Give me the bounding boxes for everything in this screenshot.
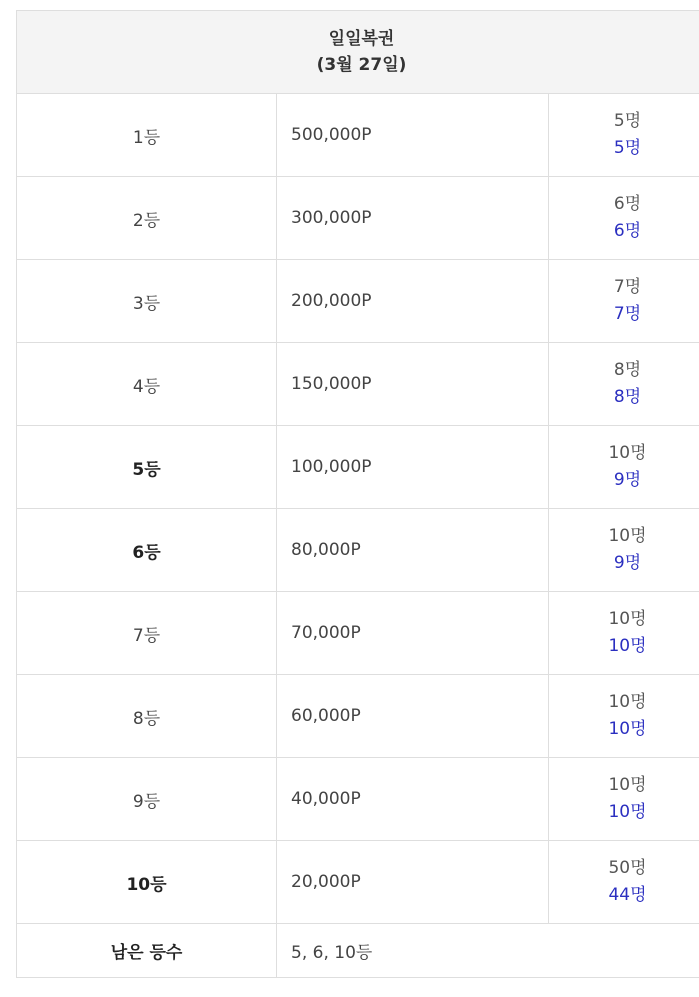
winner-counts <box>549 426 699 509</box>
prize-amount: 200,000P <box>277 260 549 343</box>
winner-counts <box>549 675 699 758</box>
summary-row <box>17 924 699 978</box>
total-winners: 10명 <box>608 526 647 546</box>
table-row <box>17 260 699 343</box>
remaining-winners: 44명 <box>608 885 647 905</box>
prize-amount: 300,000P <box>277 177 549 260</box>
prize-rank: 1등 <box>17 94 277 177</box>
winner-counts <box>549 592 699 675</box>
prize-amount: 500,000P <box>277 94 549 177</box>
table-row <box>17 675 699 758</box>
table-row <box>17 592 699 675</box>
total-winners: 10명 <box>608 775 647 795</box>
summary-label: 남은 등수 <box>17 924 277 978</box>
prize-rank: 6등 <box>17 509 277 592</box>
lottery-prize-table <box>16 10 699 978</box>
lottery-title: 일일복권 <box>328 29 395 49</box>
table-row <box>17 758 699 841</box>
prize-amount: 70,000P <box>277 592 549 675</box>
remaining-winners: 6명 <box>613 221 642 241</box>
remaining-winners: 10명 <box>608 719 647 739</box>
prize-amount: 100,000P <box>277 426 549 509</box>
table-row <box>17 343 699 426</box>
remaining-winners: 9명 <box>613 470 642 490</box>
prize-amount: 40,000P <box>277 758 549 841</box>
prize-amount: 80,000P <box>277 509 549 592</box>
remaining-winners: 10명 <box>608 636 647 656</box>
prize-amount: 150,000P <box>277 343 549 426</box>
prize-rank: 2등 <box>17 177 277 260</box>
prize-rank: 9등 <box>17 758 277 841</box>
prize-rank: 7등 <box>17 592 277 675</box>
total-winners: 10명 <box>608 443 647 463</box>
prize-rank: 4등 <box>17 343 277 426</box>
winner-counts <box>549 841 699 924</box>
total-winners: 7명 <box>613 277 642 297</box>
table-row <box>17 94 699 177</box>
remaining-winners: 10명 <box>608 802 647 822</box>
total-winners: 8명 <box>613 360 642 380</box>
remaining-winners: 5명 <box>613 138 642 158</box>
table-row <box>17 426 699 509</box>
total-winners: 5명 <box>613 111 642 131</box>
total-winners: 10명 <box>608 609 647 629</box>
table-row <box>17 841 699 924</box>
lottery-table-container <box>16 10 699 978</box>
table-row <box>17 177 699 260</box>
winner-counts <box>549 758 699 841</box>
prize-rank: 5등 <box>17 426 277 509</box>
prize-rank: 8등 <box>17 675 277 758</box>
prize-amount: 20,000P <box>277 841 549 924</box>
prize-amount: 60,000P <box>277 675 549 758</box>
prize-table-body <box>17 94 699 924</box>
winner-counts <box>549 94 699 177</box>
winner-counts <box>549 343 699 426</box>
winner-counts <box>549 509 699 592</box>
prize-rank: 3등 <box>17 260 277 343</box>
winner-counts <box>549 177 699 260</box>
table-header <box>17 11 699 94</box>
prize-rank: 10등 <box>17 841 277 924</box>
remaining-winners: 9명 <box>613 553 642 573</box>
winner-counts <box>549 260 699 343</box>
remaining-winners: 7명 <box>613 304 642 324</box>
summary-value: 5, 6, 10등 <box>277 924 549 978</box>
table-header-row <box>17 11 699 94</box>
total-winners: 10명 <box>608 692 647 712</box>
remaining-winners: 8명 <box>613 387 642 407</box>
total-winners: 50명 <box>608 858 647 878</box>
total-winners: 6명 <box>613 194 642 214</box>
summary-blank-cell <box>549 924 699 978</box>
table-row <box>17 509 699 592</box>
lottery-date: (3월 27일) <box>316 55 407 75</box>
